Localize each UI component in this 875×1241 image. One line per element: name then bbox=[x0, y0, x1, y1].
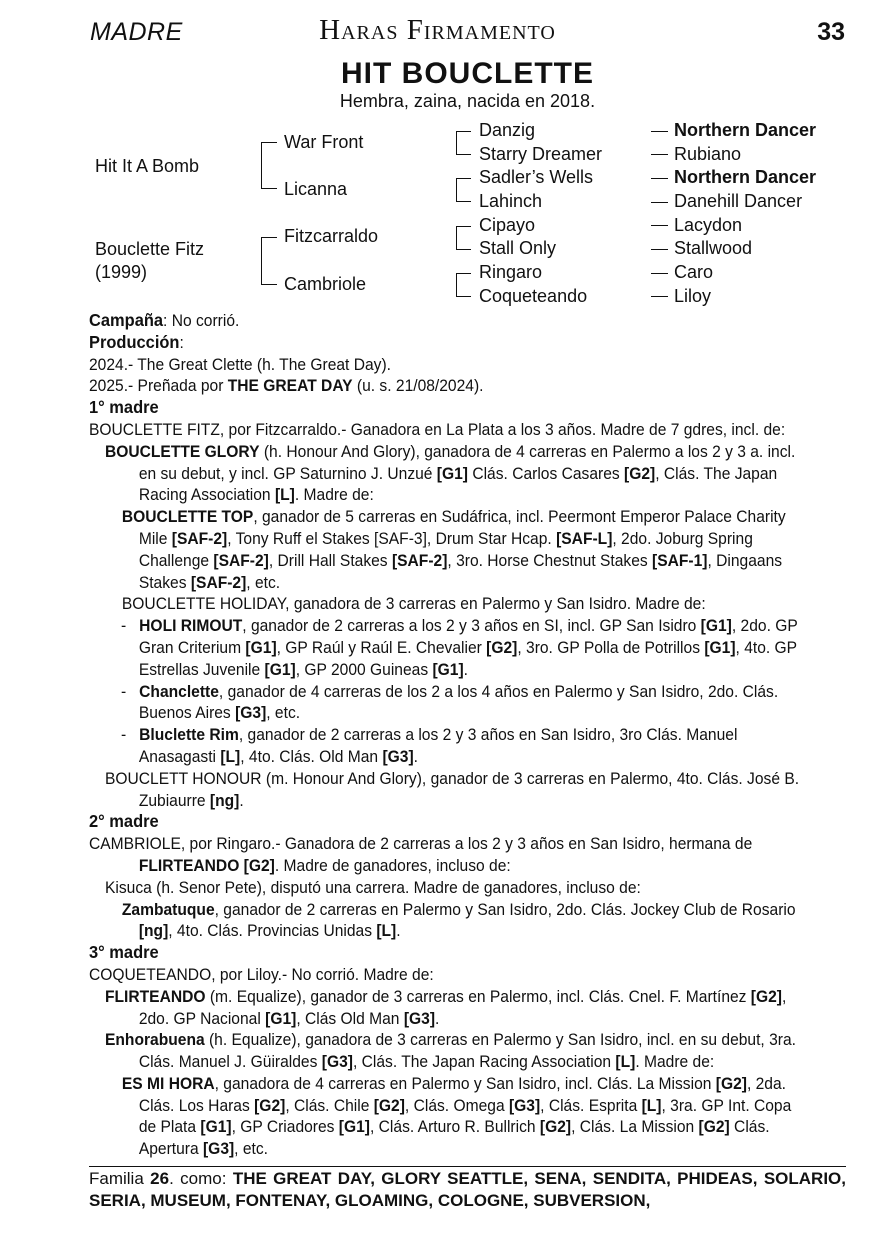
madre2-heading: 2° madre bbox=[89, 811, 159, 832]
gen4-7: Caro bbox=[674, 262, 714, 282]
entry-bluclette-rim: - Bluclette Rim, ganador de 2 carreras a los 2 y 3 años en San Isidro, 3ro Clás. Manuel Anasagasti [L], 4to. Clás. Old Man [G3]. bbox=[120, 725, 738, 766]
dam-dam: Cambriole bbox=[284, 274, 367, 294]
gen4-3: Northern Dancer bbox=[674, 167, 817, 187]
sire-dam: Licanna bbox=[284, 179, 348, 199]
familia-line: Familia 26. como: THE GREAT DAY, GLORY SEATTLE, SENA, SENDITA, PHIDEAS, SOLARIO, SERIA, MUSEUM, FONTENAY, GLOAMING, COLOGNE, SUBVERSION, bbox=[89, 1169, 846, 1210]
bracket-gen3-b bbox=[456, 178, 471, 202]
tick-gen4-3 bbox=[651, 178, 668, 179]
gen3-7: Ringaro bbox=[479, 262, 543, 282]
dam: Bouclette Fitz bbox=[95, 239, 205, 259]
tick-gen4-5 bbox=[651, 225, 668, 226]
tick-gen4-2 bbox=[651, 154, 668, 155]
gen3-6: Stall Only bbox=[479, 238, 557, 258]
entry-flirteando: FLIRTEANDO (m. Equalize), ganador de 3 carreras en Palermo, incl. Clás. Cnel. F. Martínez [G2], 2do. GP Nacional [G1], Clás Old Man [G3]. bbox=[104, 986, 787, 1028]
sire-sire: War Front bbox=[284, 132, 364, 152]
produccion-heading: Producción: bbox=[89, 331, 184, 352]
bracket-gen3-a bbox=[456, 131, 471, 155]
madre3-intro: COQUETEANDO, por Liloy.- No corrió. Madre de: bbox=[89, 964, 434, 984]
entry-bouclette-top: BOUCLETTE TOP, ganador de 5 carreras en Sudáfrica, incl. Peermont Emperor Palace Charity Mile [SAF-2], Tony Ruff el Stakes [SAF-3], Drum Star Hcap. [SAF-L], 2do. Joburg Spring Challenge [SAF-2], Drill Hall Stakes [SAF-2], 3ro. Horse Chestnut Stakes [SAF-1], Dingaans Stakes [SAF-2], etc. bbox=[121, 507, 786, 592]
tick-gen4-1 bbox=[651, 131, 668, 132]
gen3-2: Starry Dreamer bbox=[479, 144, 603, 164]
produccion-2024: 2024.- The Great Clette (h. The Great Day). bbox=[89, 354, 392, 374]
gen3-4: Lahinch bbox=[479, 191, 543, 211]
madre3-heading: 3° madre bbox=[89, 942, 159, 963]
bracket-gen2-b bbox=[261, 237, 277, 285]
gen3-5: Cipayo bbox=[479, 215, 536, 235]
tick-gen4-7 bbox=[651, 273, 668, 274]
horse-name: HIT BOUCLETTE bbox=[341, 57, 594, 90]
gen4-1: Northern Dancer bbox=[674, 120, 817, 140]
entry-bouclette-holiday: BOUCLETTE HOLIDAY, ganadora de 3 carreras en Palermo y San Isidro. Madre de: bbox=[121, 594, 706, 614]
dam-year: (1999) bbox=[95, 262, 148, 282]
sire: Hit It A Bomb bbox=[95, 156, 200, 176]
tick-gen4-4 bbox=[651, 202, 668, 203]
tick-gen4-8 bbox=[651, 296, 668, 297]
page-number: 33 bbox=[817, 18, 845, 46]
produccion-2025: 2025.- Preñada por THE GREAT DAY (u. s. 21/08/2024). bbox=[89, 376, 484, 396]
catalogue-body bbox=[89, 310, 803, 1160]
gen4-2: Rubiano bbox=[674, 144, 742, 164]
entry-bouclett-honour: BOUCLETT HONOUR (m. Honour And Glory), ganador de 3 carreras en Palermo, 4to. Clás. José B. Zubiaurre [ng]. bbox=[104, 768, 800, 810]
entry-bouclette-glory: BOUCLETTE GLORY (h. Honour And Glory), ganadora de 4 carreras en Palermo a los 2 y 3 a. incl. en su debut, y incl. GP Saturnino J. Unzué [G1] Clás. Carlos Casares [G2], Clás. The Japan Racing Association [L]. Madre de: bbox=[104, 441, 796, 505]
gen3-8: Coqueteando bbox=[479, 286, 588, 306]
section-label: MADRE bbox=[90, 18, 183, 46]
gen3-1: Danzig bbox=[479, 120, 536, 140]
madre1-heading: 1° madre bbox=[89, 397, 159, 418]
gen4-5: Lacydon bbox=[674, 215, 743, 235]
gen4-4: Danehill Dancer bbox=[674, 191, 803, 211]
madre1-intro: BOUCLETTE FITZ, por Fitzcarraldo.- Ganadora en La Plata a los 3 años. Madre de 7 gdres, incl. de: bbox=[89, 419, 786, 439]
entry-kisuca: Kisuca (h. Senor Pete), disputó una carrera. Madre de ganadores, incluso de: bbox=[104, 877, 641, 897]
entry-es-mi-hora: ES MI HORA, ganadora de 4 carreras en Palermo y San Isidro, incl. Clás. La Mission [G2], 2da. Clás. Los Haras [G2], Clás. Chile [G2], Clás. Omega [G3], Clás. Esprita [L], 3ra. GP Int. Copa de Plata [G1], GP Criadores [G1], Clás. Arturo R. Bullrich [G2], Clás. La Mission [G2] Clás. Apertura [G3], etc. bbox=[121, 1073, 792, 1159]
tick-gen4-6 bbox=[651, 249, 668, 250]
bracket-gen3-d bbox=[456, 273, 471, 297]
gen3-3: Sadler’s Wells bbox=[479, 167, 594, 187]
farm-name: Haras Firmamento bbox=[319, 14, 556, 46]
gen4-8: Liloy bbox=[674, 286, 712, 306]
entry-chanclette: - Chanclette, ganador de 4 carreras de los 2 a los 4 años en Palermo y San Isidro, 2do. Clás. Buenos Aires [G3], etc. bbox=[120, 681, 779, 723]
horse-description: Hembra, zaina, nacida en 2018. bbox=[339, 91, 596, 111]
entry-holi-rimout: - HOLI RIMOUT, ganador de 2 carreras a los 2 y 3 años en SI, incl. GP San Isidro [G1], 2do. GP Gran Criterium [G1], GP Raúl y Raúl E. Chevalier [G2], 3ro. GP Polla de Potrillos [G1], 4to. GP Estrellas Juvenile [G1], GP 2000 Guineas [G1]. bbox=[120, 616, 798, 679]
footer-rule bbox=[89, 1166, 846, 1167]
bracket-gen3-c bbox=[456, 226, 471, 250]
entry-zambatuque: Zambatuque, ganador de 2 carreras en Palermo y San Isidro, 2do. Clás. Jockey Club de Rosario [ng], 4to. Clás. Provincias Unidas [L]. bbox=[121, 899, 796, 941]
madre2-intro: CAMBRIOLE, por Ringaro.- Ganadora de 2 carreras a los 2 y 3 años en San Isidro, hermana de FLIRTEANDO [G2]. Madre de ganadores, incluso de: bbox=[89, 834, 753, 875]
entry-enhorabuena: Enhorabuena (h. Equalize), ganadora de 3 carreras en Palermo y San Isidro, incl. en su debut, 3ra. Clás. Manuel J. Güiraldes [G3], Clás. The Japan Racing Association [L]. Madre de: bbox=[104, 1030, 796, 1072]
gen4-6: Stallwood bbox=[674, 238, 753, 258]
bracket-gen2-a bbox=[261, 142, 277, 189]
dam-sire: Fitzcarraldo bbox=[284, 226, 379, 246]
campana-line: Campaña: No corrió. bbox=[89, 310, 240, 330]
